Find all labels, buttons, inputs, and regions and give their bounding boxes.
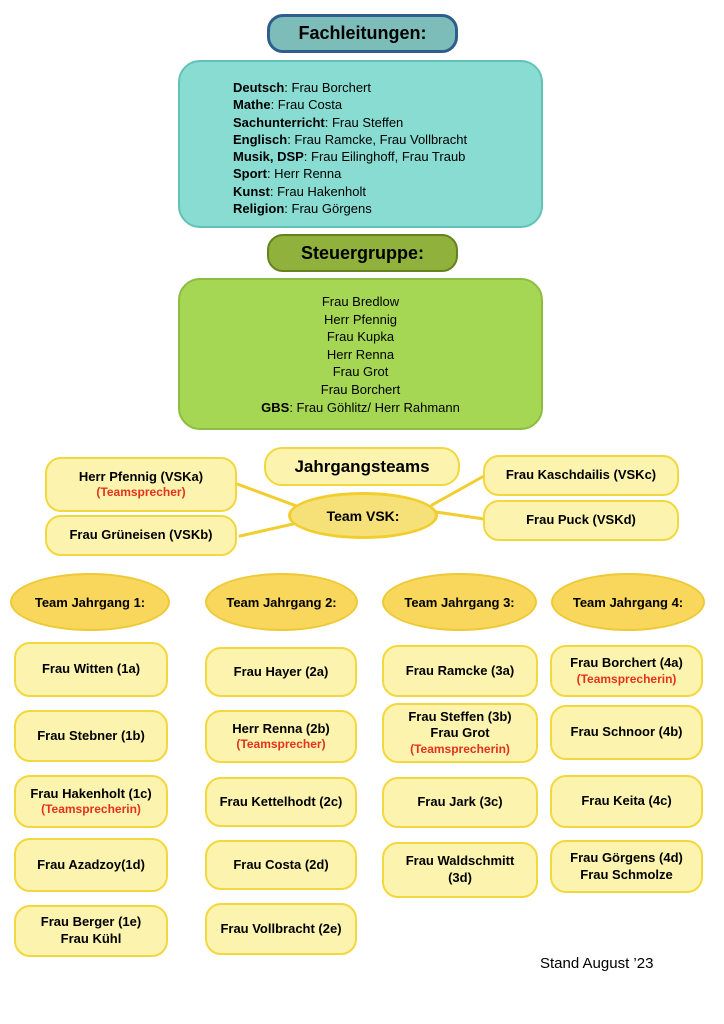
member-name: Frau Puck (VSKd) [526, 512, 636, 528]
fachleitung-item [233, 148, 531, 165]
member-name-2: Frau Schmolze [580, 866, 673, 882]
team1-member-1e [14, 905, 168, 957]
team2-member-2c [205, 777, 357, 827]
subject-label: Englisch [233, 131, 288, 147]
team1-member-1d [14, 838, 168, 892]
team4-member-4c [550, 775, 703, 828]
member-name: Frau Costa (2d) [233, 856, 329, 872]
team4-member-4d [550, 840, 703, 893]
footer-date: Stand August ’23 [540, 955, 654, 972]
team2-member-2a [205, 647, 357, 697]
vsk-member-vskc [483, 455, 679, 496]
member-name: Frau Berger (1e) [40, 914, 142, 930]
fachleitung-item [233, 131, 531, 148]
member-name: Frau Jark (3c) [417, 794, 503, 810]
team3-header-label: Team Jahrgang 3: [404, 594, 515, 610]
member-name: Frau Keita (4c) [581, 793, 672, 809]
subject-value: : Frau Görgens [284, 201, 372, 217]
team1-header-label: Team Jahrgang 1: [34, 594, 146, 610]
member-name: Frau Borchert (4a) [570, 655, 683, 670]
team3-member-3c [382, 777, 538, 828]
team3-member-3b [382, 703, 538, 763]
member-name: Frau Hakenholt (1c) [30, 785, 152, 801]
team1-header-ellipse [10, 573, 170, 631]
fachleitung-item [233, 165, 531, 182]
subject-value: : Frau Steffen [324, 114, 404, 130]
fachleitung-item [233, 183, 531, 200]
member-name-2: Frau Grot [430, 725, 490, 741]
member-name: Frau Azadzoy(1d) [37, 856, 145, 872]
team1-member-1a [14, 642, 168, 697]
member-name: Frau Kaschdailis (VSKc) [505, 467, 657, 483]
team1-member-1c [14, 775, 168, 828]
member-name: Herr Renna (2b) [232, 720, 330, 736]
subject-value: : Frau Costa [270, 97, 343, 113]
steuergruppe-member: Frau Borchert [320, 381, 401, 397]
member-name: Frau Görgens (4d) [570, 849, 683, 865]
vsk-member-vskb [45, 515, 237, 556]
member-name: Frau Waldschmitt [405, 853, 515, 869]
team4-member-4a [550, 645, 703, 697]
team3-member-3a [382, 645, 538, 697]
steuergruppe-box [178, 278, 543, 430]
jahrgangsteams-title [264, 447, 460, 486]
member-role: (Teamsprecher) [96, 485, 186, 500]
subject-value: : Frau Eilinghoff, Frau Traub [303, 149, 466, 165]
team1-member-1b [14, 710, 168, 762]
subject-label: Musik, DSP [233, 149, 304, 165]
member-role: (Teamsprecherin) [576, 671, 677, 686]
team4-header-ellipse [551, 573, 705, 631]
member-name: Frau Stebner (1b) [37, 727, 145, 743]
steuergruppe-member: Herr Pfennig [324, 311, 397, 327]
gbs-value: : Frau Göhlitz/ Herr Rahmann [289, 399, 460, 415]
member-role: (Teamsprecherin) [410, 741, 510, 756]
team3-header-ellipse [382, 573, 537, 631]
vsk-member-vskd [483, 500, 679, 541]
steuergruppe-header [267, 234, 458, 272]
member-name: Frau Grüneisen (VSKb) [69, 527, 213, 543]
team2-header-ellipse [205, 573, 358, 631]
steuergruppe-member: Frau Kupka [326, 329, 395, 345]
steuergruppe-gbs [180, 399, 541, 417]
steuergruppe-header-label: Steuergruppe: [300, 242, 424, 263]
member-name: Frau Vollbracht (2e) [220, 920, 342, 936]
team2-member-2b [205, 710, 357, 763]
member-name-2: Frau Kühl [60, 931, 122, 946]
team2-member-2d [205, 840, 357, 890]
subject-label: Mathe [233, 97, 271, 113]
jahrgangsteams-title-label: Jahrgangsteams [294, 456, 430, 476]
fachleitungen-header [267, 14, 458, 53]
fachleitung-item [233, 114, 531, 131]
member-name: Herr Pfennig (VSKa) [78, 468, 204, 484]
member-name: Frau Ramcke (3a) [405, 662, 515, 678]
subject-label: Deutsch [233, 80, 285, 95]
steuergruppe-member: Frau Bredlow [321, 294, 400, 309]
vsk-member-vska [45, 457, 237, 512]
subject-label: Sachunterricht [233, 114, 325, 130]
subject-label: Sport [233, 166, 267, 182]
steuergruppe-member: Frau Grot [332, 364, 389, 380]
subject-value: : Frau Hakenholt [269, 183, 366, 199]
member-name: Frau Steffen (3b) [408, 708, 512, 724]
subject-value: : Herr Renna [266, 166, 342, 182]
fachleitungen-header-label: Fachleitungen: [298, 23, 427, 43]
subject-value: : Frau Ramcke, Frau Vollbracht [287, 131, 468, 147]
team-vsk-ellipse [288, 492, 438, 539]
member-name: Frau Kettelhodt (2c) [219, 793, 343, 809]
member-name: Frau Hayer (2a) [233, 663, 329, 679]
member-name-2: (3d) [448, 870, 472, 885]
member-role: (Teamsprecher) [236, 737, 326, 752]
fachleitung-item [233, 79, 531, 96]
fachleitungen-box [178, 60, 543, 228]
member-role: (Teamsprecherin) [41, 802, 141, 817]
team2-member-2e [205, 903, 357, 955]
team2-header-label: Team Jahrgang 2: [226, 594, 337, 610]
team3-member-3d [382, 842, 538, 898]
subject-value: : Frau Borchert [284, 80, 371, 95]
subject-label: Kunst [233, 183, 270, 199]
team4-header-label: Team Jahrgang 4: [572, 594, 684, 610]
team-vsk-label: Team VSK: [326, 507, 400, 524]
member-name: Frau Witten (1a) [41, 661, 141, 677]
steuergruppe-member: Herr Renna [326, 346, 395, 362]
fachleitung-item [233, 96, 531, 113]
gbs-label: GBS [261, 399, 290, 415]
subject-label: Religion [233, 201, 285, 217]
fachleitung-item [233, 200, 531, 217]
member-name: Frau Schnoor (4b) [570, 724, 683, 740]
team4-member-4b [550, 705, 703, 760]
